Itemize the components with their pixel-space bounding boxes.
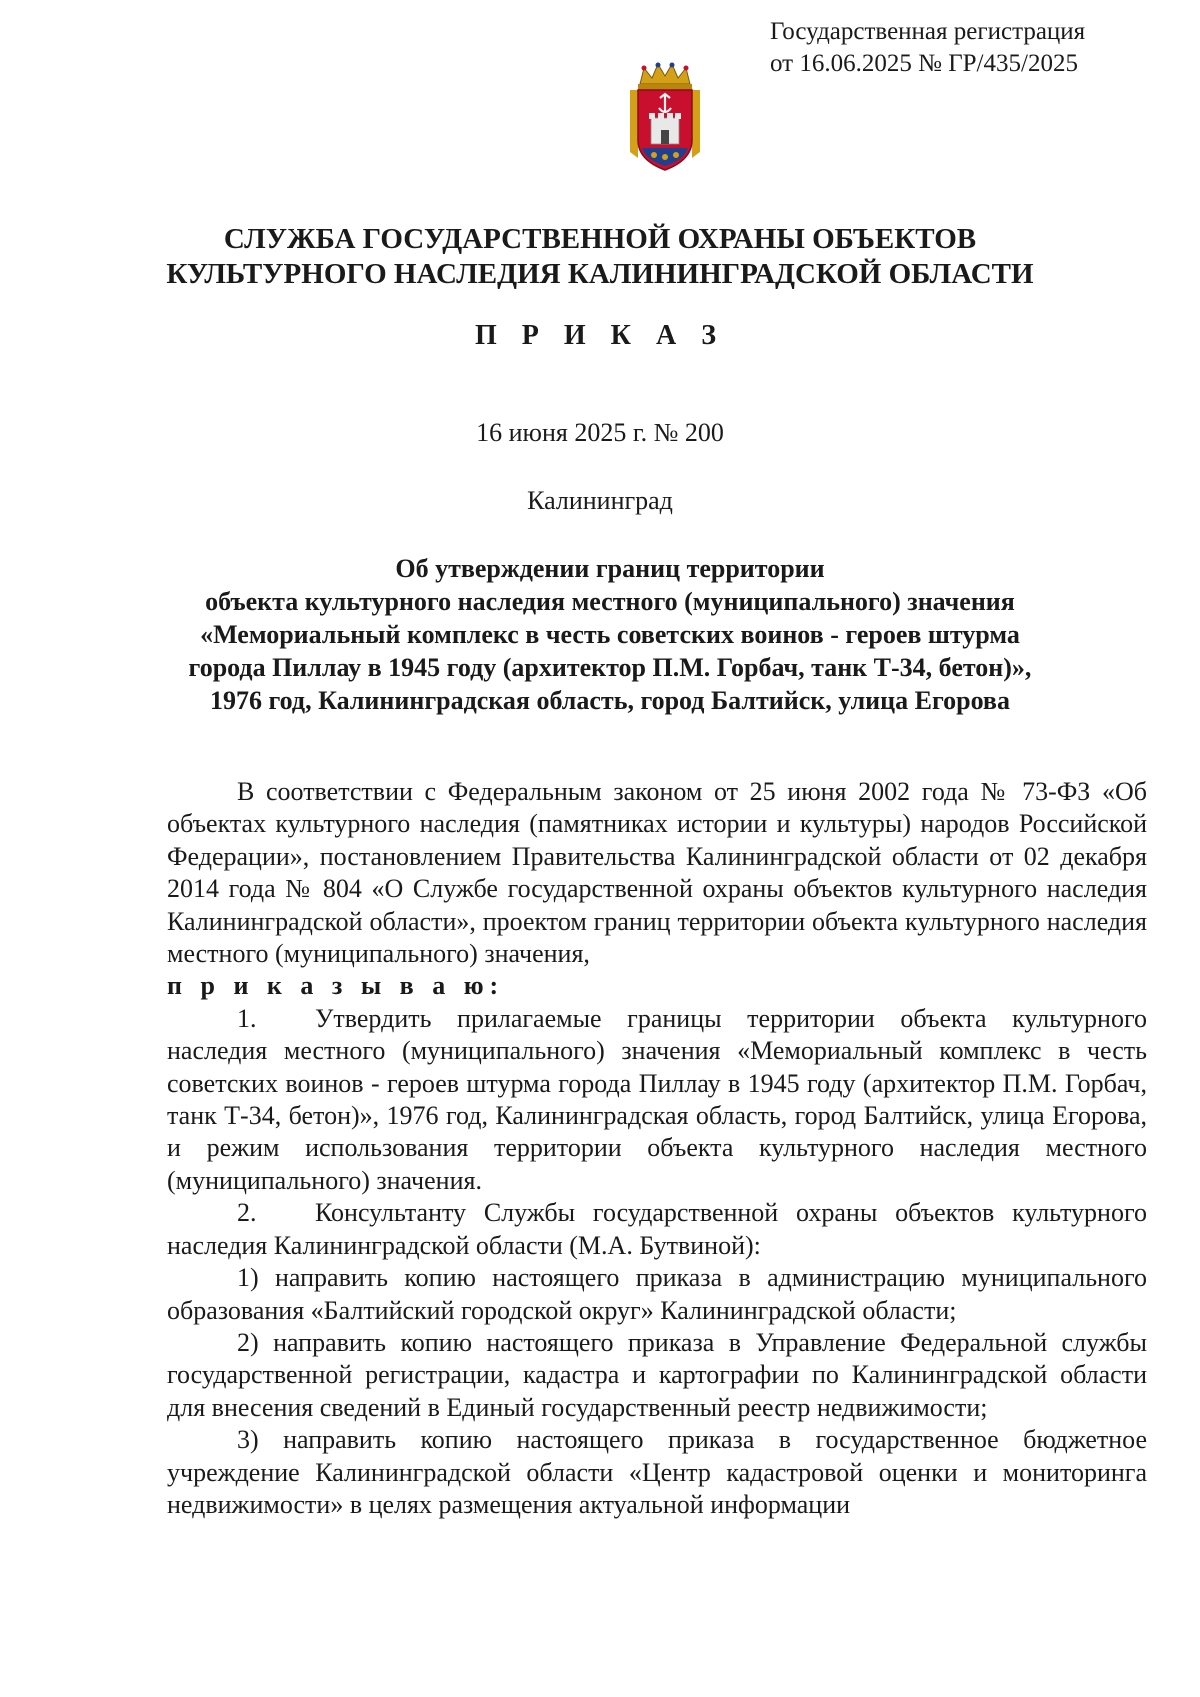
registration-stamp [770,16,1085,80]
order-word: п р и к а з ы в а ю: [167,971,505,1001]
registration-line-1: Государственная регистрация [770,18,1086,45]
order-word-paragraph [167,970,1147,1002]
organization-name-line-2: КУЛЬТУРНОГО НАСЛЕДИЯ КАЛИНИНГРАДСКОЙ ОБЛАСТИ [166,258,1034,290]
item-2-number: 2. [237,1198,257,1228]
registration-line-2: от 16.06.2025 № ГР/435/2025 [770,50,1078,77]
order-date-number: 16 июня 2025 г. № 200 [476,418,724,447]
coat-of-arms-icon [620,62,710,174]
organization-name-line-1: СЛУЖБА ГОСУДАРСТВЕННОЙ ОХРАНЫ ОБЪЕКТОВ [223,223,977,255]
subject-line-1: Об утверждении границ территории [395,554,825,583]
subject-line-2: объекта культурного наследия местного (муниципального) значения [205,587,1015,616]
preamble-paragraph: В соответствии с Федеральным законом от 25 июня 2002 года № 73-ФЗ «Об объектах культурного наследия (памятниках истории и культуры) народов Российской Федерации», постановлением Правительства Калининградской области от 02 декабря 2014 года № 804 «О Службе государственной охраны объектов культурного наследия Калининградской области», проектом границ территории объекта культурного наследия местного (муниципального) значения, [167,777,1147,969]
item-2-paragraph [167,1197,1147,1262]
subitem-2-paragraph: 2) направить копию настоящего приказа в Управление Федеральной службы государственной регистрации, кадастра и картографии по Калининградской области для внесения сведений в Единый государственный реестр недвижимости; [167,1327,1147,1422]
order-subject [160,552,1060,717]
subject-line-5: 1976 год, Калининградская область, город Балтийск, улица Егорова [210,686,1010,715]
subitem-1-paragraph: 1) направить копию настоящего приказа в администрацию муниципального образования «Балтийский городской округ» Калининградской области; [167,1263,1147,1325]
organization-name [0,222,1200,292]
item-1-text: Утвердить прилагаемые границы территории объекта культурного наследия местного (муниципального) значения «Мемориальный комплекс в честь советских воинов - героев штурма города Пиллау в 1945 году (архитектор П.М. Горбач, танк Т-34, бетон)», 1976 год, Калининградская область, город Балтийск, улица Егорова, и режим использования территории объекта культурного наследия местного (муниципального) значения. [167,1003,1147,1195]
order-title: П Р И К А З [475,320,725,351]
item-1-number: 1. [237,1003,257,1033]
subitem-3-paragraph: 3) направить копию настоящего приказа в государственное бюджетное учреждение Калининградской области «Центр кадастровой оценки и мониторинга недвижимости» в целях размещения актуальной информации [167,1425,1147,1519]
subject-line-4: города Пиллау в 1945 году (архитектор П.М. Горбач, танк Т-34, бетон)», [188,653,1032,682]
order-body [167,776,1147,1521]
order-city: Калининград [527,486,673,515]
subject-line-3: «Мемориальный комплекс в честь советских воинов - героев штурма [200,620,1020,649]
item-2-text: Консультанту Службы государственной охраны объектов культурного наследия Калининградской области (М.А. Бутвиной): [167,1198,1147,1260]
item-1-paragraph [167,1003,1147,1197]
